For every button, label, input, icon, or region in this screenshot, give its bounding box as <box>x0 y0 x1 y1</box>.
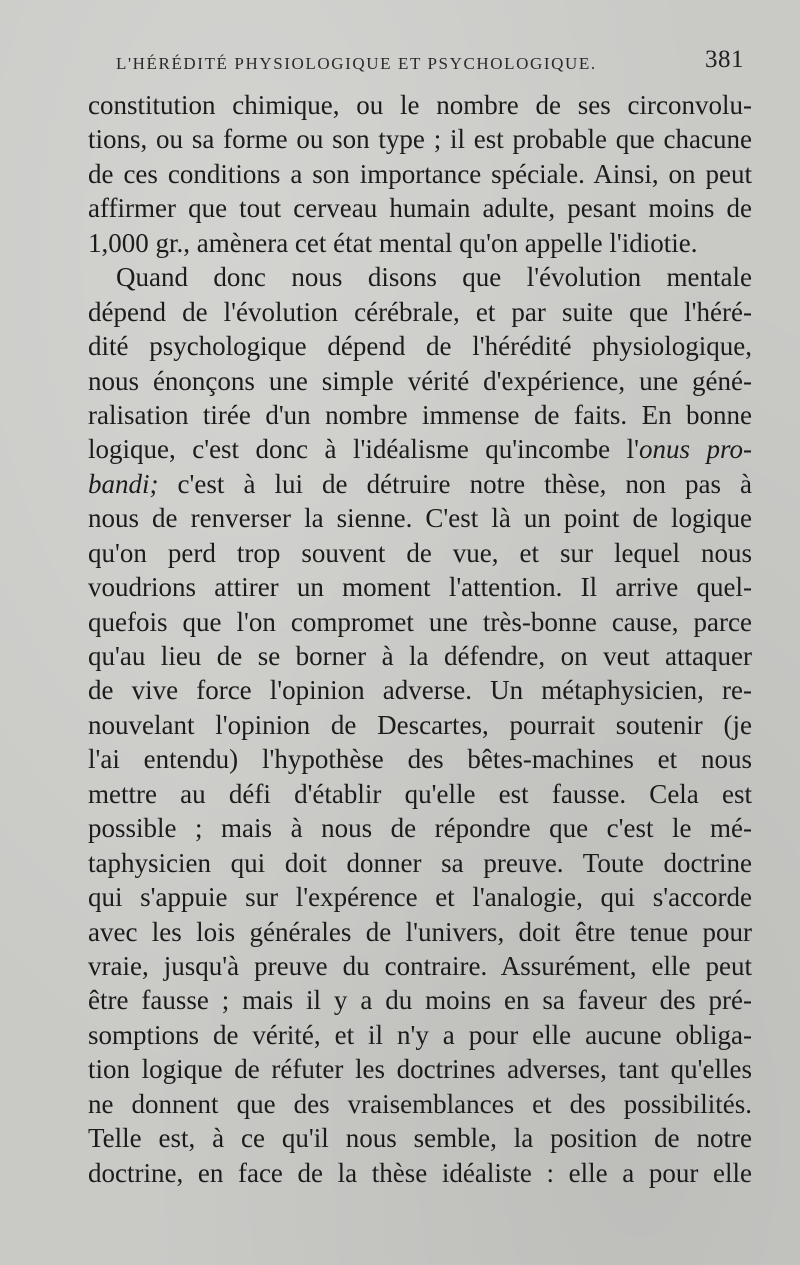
running-title: L'HÉRÉDITÉ PHYSIOLOGIQUE ET PSYCHOLOGIQUE. <box>116 54 597 73</box>
text-segment: c'est à lui de détruire notre thèse, non pas à <box>158 468 752 499</box>
running-head <box>116 44 744 80</box>
text-line: l'ai entendu) l'hypothèse des bêtes-machines et nous <box>88 744 752 775</box>
page-number: 381 <box>705 46 744 73</box>
text-line: mettre au défi d'établir qu'elle est fausse. Cela est <box>88 778 752 809</box>
text-line: voudrions attirer un moment l'attention. Il arrive quel- <box>88 572 752 603</box>
text-segment: logique, c'est donc à l'idéalisme qu'incombe l' <box>88 434 639 465</box>
text-line: tion logique de réfuter les doctrines adverses, tant qu'elles <box>88 1054 752 1085</box>
text-line: vraie, jusqu'à preuve du contraire. Assurément, elle peut <box>88 950 752 981</box>
italic-term: onus pro- <box>639 434 752 465</box>
text-line: somptions de vérité, et il n'y a pour elle aucune obliga- <box>88 1019 752 1050</box>
text-line: possible ; mais à nous de répondre que c'est le mé- <box>88 813 752 844</box>
text-line-with-italic <box>88 432 752 466</box>
text-line: dité psychologique dépend de l'hérédité physiologique, <box>88 331 752 362</box>
text-line: taphysicien qui doit donner sa preuve. Toute doctrine <box>88 847 752 878</box>
text-line: qui s'appuie sur l'expérence et l'analogie, qui s'accorde <box>88 882 752 913</box>
text-line: doctrine, en face de la thèse idéaliste : elle a pour elle <box>88 1157 752 1188</box>
text-line: qu'on perd trop souvent de vue, et sur lequel nous <box>88 537 752 568</box>
text-line: dépend de l'évolution cérébrale, et par suite que l'héré- <box>88 296 752 327</box>
body-text <box>88 88 752 1190</box>
text-line: nous énonçons une simple vérité d'expérience, une géné- <box>88 365 752 396</box>
text-line-with-italic <box>88 467 752 501</box>
text-line: Telle est, à ce qu'il nous semble, la position de notre <box>88 1123 752 1154</box>
text-line: avec les lois générales de l'univers, doit être tenue pour <box>88 916 752 947</box>
text-line: ralisation tirée d'un nombre immense de faits. En bonne <box>88 399 752 430</box>
text-line: tions, ou sa forme ou son type ; il est probable que chacune <box>88 124 752 155</box>
paragraph-start-line: Quand donc nous disons que l'évolution mentale <box>116 262 752 293</box>
text-line: 1,000 gr., amènera cet état mental qu'on appelle l'idiotie. <box>88 227 698 258</box>
text-line: nouvelant l'opinion de Descartes, pourrait soutenir (je <box>88 709 752 740</box>
text-line: quefois que l'on compromet une très-bonne cause, parce <box>88 606 752 637</box>
text-line: nous de renverser la sienne. C'est là un point de logique <box>88 503 752 534</box>
text-line: affirmer que tout cerveau humain adulte, pesant moins de <box>88 193 752 224</box>
text-line: constitution chimique, ou le nombre de ses circonvolu- <box>88 90 752 120</box>
text-line: de vive force l'opinion adverse. Un métaphysicien, re- <box>88 675 752 706</box>
italic-term: bandi; <box>88 468 159 499</box>
text-line: de ces conditions a son importance spéciale. Ainsi, on peut <box>88 158 752 189</box>
text-line: être fausse ; mais il y a du moins en sa faveur des pré- <box>88 985 752 1016</box>
text-line: ne donnent que des vraisemblances et des possibilités. <box>88 1088 752 1119</box>
text-line: qu'au lieu de se borner à la défendre, on veut attaquer <box>88 641 752 671</box>
